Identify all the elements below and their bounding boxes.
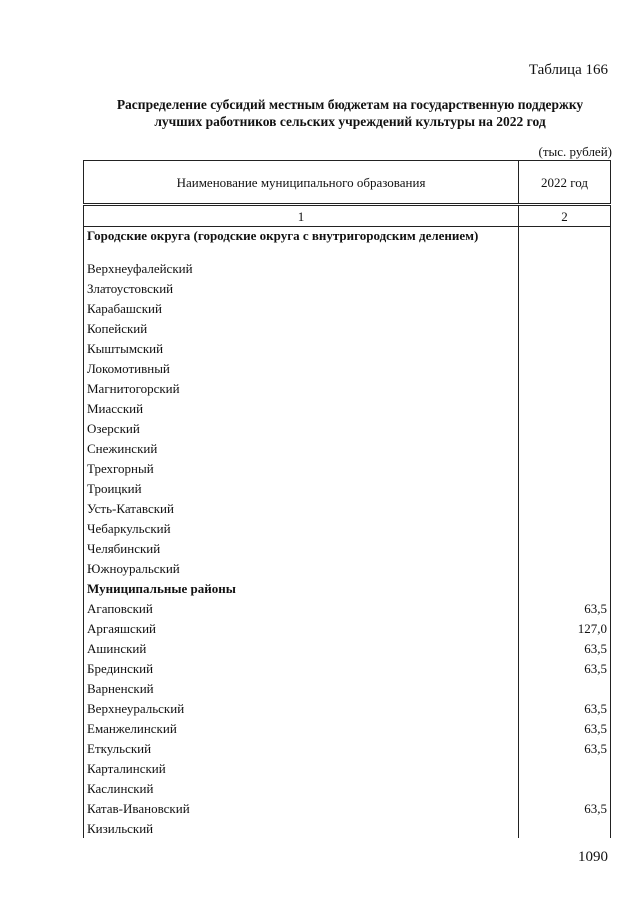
table-row <box>84 618 611 638</box>
municipality-name: Озерский <box>84 418 519 438</box>
table-header-row <box>84 161 611 205</box>
subsidy-value <box>519 298 611 318</box>
municipality-name: Верхнеуфалейский <box>84 258 519 278</box>
table-row <box>84 758 611 778</box>
column-number-row <box>84 205 611 227</box>
subsidy-value <box>519 758 611 778</box>
subsidy-value: 63,5 <box>519 658 611 678</box>
table-row <box>84 678 611 698</box>
table-row <box>84 798 611 818</box>
municipality-name: Еткульский <box>84 738 519 758</box>
column-number-2: 2 <box>519 205 611 227</box>
municipality-name: Кыштымский <box>84 338 519 358</box>
municipality-name: Верхнеуральский <box>84 698 519 718</box>
subsidy-value <box>519 418 611 438</box>
group-heading-row <box>84 227 611 259</box>
municipality-name: Южноуральский <box>84 558 519 578</box>
municipality-name: Аргаяшский <box>84 618 519 638</box>
table-row <box>84 498 611 518</box>
table-row <box>84 298 611 318</box>
table-row <box>84 738 611 758</box>
subsidy-value <box>519 278 611 298</box>
municipality-name: Снежинский <box>84 438 519 458</box>
table-row <box>84 518 611 538</box>
subsidy-value: 127,0 <box>519 618 611 638</box>
subsidy-value <box>519 378 611 398</box>
table-row <box>84 778 611 798</box>
table-row <box>84 358 611 378</box>
subsidy-value: 63,5 <box>519 598 611 618</box>
table-row <box>84 418 611 438</box>
subsidy-value: 63,5 <box>519 738 611 758</box>
municipality-name: Чебаркульский <box>84 518 519 538</box>
table-row <box>84 318 611 338</box>
municipality-name: Копейский <box>84 318 519 338</box>
municipality-name: Златоустовский <box>84 278 519 298</box>
municipality-name: Ашинский <box>84 638 519 658</box>
municipality-name: Городские округа (городские округа с внутригородским делением) <box>84 227 519 259</box>
document-title <box>70 96 630 130</box>
municipality-name: Карталинский <box>84 758 519 778</box>
municipality-name: Катав-Ивановский <box>84 798 519 818</box>
subsidy-value <box>519 478 611 498</box>
header-municipality: Наименование муниципального образования <box>84 161 519 205</box>
subsidy-value <box>519 338 611 358</box>
column-number-1: 1 <box>84 205 519 227</box>
units-label: (тыс. рублей) <box>538 144 612 159</box>
subsidy-value: 63,5 <box>519 718 611 738</box>
table-number: Таблица 166 <box>528 62 608 78</box>
municipality-name: Агаповский <box>84 598 519 618</box>
subsidy-value <box>519 398 611 418</box>
subsidy-table <box>83 160 611 838</box>
table-row <box>84 438 611 458</box>
table-row <box>84 598 611 618</box>
subsidy-value <box>519 818 611 838</box>
municipality-name: Муниципальные районы <box>84 578 519 598</box>
subsidy-value <box>519 258 611 278</box>
subsidy-value <box>519 578 611 598</box>
table-row <box>84 538 611 558</box>
municipality-name: Еманжелинский <box>84 718 519 738</box>
subsidy-value <box>519 227 611 259</box>
table-row <box>84 398 611 418</box>
subsidy-value <box>519 498 611 518</box>
title-line-1: Распределение субсидий местным бюджетам на государственную поддержку <box>116 97 584 112</box>
municipality-name: Челябинский <box>84 538 519 558</box>
municipality-name: Локомотивный <box>84 358 519 378</box>
municipality-name: Троицкий <box>84 478 519 498</box>
group-heading-row <box>84 578 611 598</box>
table-row <box>84 378 611 398</box>
subsidy-value <box>519 438 611 458</box>
page-number: 1090 <box>578 849 608 865</box>
subsidy-value <box>519 778 611 798</box>
subsidy-value <box>519 558 611 578</box>
table-row <box>84 478 611 498</box>
subsidy-value: 63,5 <box>519 638 611 658</box>
table-row <box>84 278 611 298</box>
municipality-name: Карабашский <box>84 298 519 318</box>
table-row <box>84 338 611 358</box>
municipality-name: Усть-Катавский <box>84 498 519 518</box>
title-line-2: лучших работников сельских учреждений культуры на 2022 год <box>154 114 546 129</box>
table-row <box>84 458 611 478</box>
table-row <box>84 638 611 658</box>
subsidy-value: 63,5 <box>519 798 611 818</box>
table-row <box>84 258 611 278</box>
header-year: 2022 год <box>519 161 611 205</box>
table-row <box>84 658 611 678</box>
table-row <box>84 698 611 718</box>
municipality-name: Магнитогорский <box>84 378 519 398</box>
municipality-name: Трехгорный <box>84 458 519 478</box>
subsidy-value <box>519 678 611 698</box>
subsidy-value <box>519 358 611 378</box>
subsidy-value <box>519 518 611 538</box>
municipality-name: Брединский <box>84 658 519 678</box>
municipality-name: Кизильский <box>84 818 519 838</box>
subsidy-value: 63,5 <box>519 698 611 718</box>
table-row <box>84 558 611 578</box>
table-row <box>84 818 611 838</box>
subsidy-value <box>519 318 611 338</box>
municipality-name: Варненский <box>84 678 519 698</box>
municipality-name: Миасский <box>84 398 519 418</box>
table-row <box>84 718 611 738</box>
subsidy-value <box>519 458 611 478</box>
subsidy-value <box>519 538 611 558</box>
municipality-name: Каслинский <box>84 778 519 798</box>
